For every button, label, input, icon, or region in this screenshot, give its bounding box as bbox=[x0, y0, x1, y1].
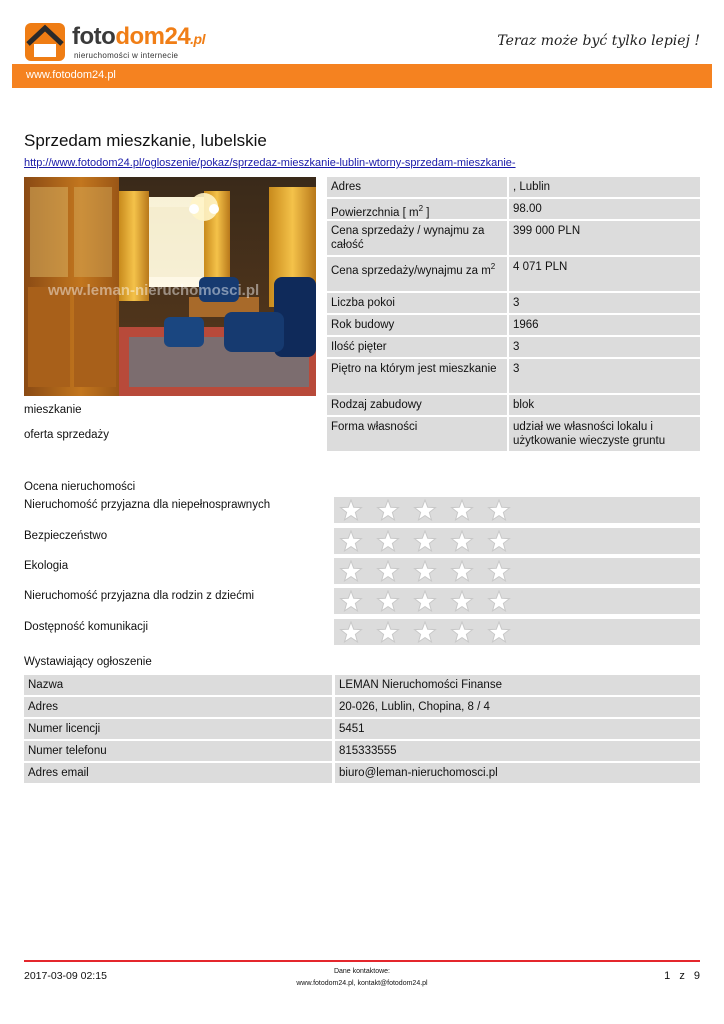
footer-contact-line[interactable]: www.fotodom24.pl, kontakt@fotodom24.pl bbox=[296, 980, 428, 987]
star-empty-icon[interactable] bbox=[375, 499, 401, 521]
star-rating[interactable] bbox=[334, 497, 700, 523]
rating-label: Nieruchomość przyjazna dla rodzin z dziećmi bbox=[24, 590, 255, 602]
details-value: 3 bbox=[509, 293, 700, 313]
agent-row bbox=[24, 697, 700, 717]
star-empty-icon[interactable] bbox=[486, 560, 512, 582]
property-photo bbox=[24, 177, 316, 396]
star-empty-icon[interactable] bbox=[338, 499, 364, 521]
agent-value[interactable]: biuro@leman-nieruchomosci.pl bbox=[335, 763, 700, 783]
star-empty-icon[interactable] bbox=[338, 530, 364, 552]
rating-section-title: Ocena nieruchomości bbox=[24, 481, 136, 493]
star-empty-icon[interactable] bbox=[338, 590, 364, 612]
star-empty-icon[interactable] bbox=[338, 560, 364, 582]
logo-part-dom24: dom24 bbox=[115, 23, 191, 50]
star-empty-icon[interactable] bbox=[412, 499, 438, 521]
listing-url-link[interactable]: http://www.fotodom24.pl/ogloszenie/pokaz/sprzedaz-mieszkanie-lublin-wtorny-sprzedam-mieszkanie- bbox=[24, 157, 516, 169]
star-empty-icon[interactable] bbox=[449, 560, 475, 582]
details-value: 4 071 PLN bbox=[509, 257, 700, 291]
details-row bbox=[327, 315, 700, 335]
star-empty-icon[interactable] bbox=[412, 530, 438, 552]
tagline: Teraz może być tylko lepiej ! bbox=[497, 33, 700, 49]
details-key: Cena sprzedaży/wynajmu za $m^2$ bbox=[327, 257, 507, 291]
logo-subtitle: nieruchomości w internecie bbox=[74, 51, 179, 60]
details-key: Piętro na którym jest mieszkanie bbox=[327, 359, 507, 393]
agent-key: Adres email bbox=[24, 763, 332, 783]
star-empty-icon[interactable] bbox=[486, 530, 512, 552]
page-separator: z bbox=[679, 970, 685, 982]
agent-key: Numer telefonu bbox=[24, 741, 332, 761]
details-key: Powierzchnia [ $m^2$ ] bbox=[327, 199, 507, 219]
footer-divider bbox=[24, 960, 700, 962]
star-rating[interactable] bbox=[334, 528, 700, 554]
logo-wordmark bbox=[72, 24, 205, 52]
details-key: Forma własności bbox=[327, 417, 507, 451]
star-empty-icon[interactable] bbox=[412, 590, 438, 612]
details-value: udział we własności lokalu i użytkowanie wieczyste gruntu bbox=[509, 417, 700, 451]
agent-key: Numer licencji bbox=[24, 719, 332, 739]
agent-key: Adres bbox=[24, 697, 332, 717]
site-url-link[interactable]: www.fotodom24.pl bbox=[26, 69, 116, 81]
star-empty-icon[interactable] bbox=[449, 530, 475, 552]
logo-part-pl: .pl bbox=[190, 31, 206, 47]
details-value: 1966 bbox=[509, 315, 700, 335]
star-empty-icon[interactable] bbox=[486, 590, 512, 612]
offer-type-label: oferta sprzedaży bbox=[24, 429, 110, 441]
star-empty-icon[interactable] bbox=[449, 590, 475, 612]
details-row bbox=[327, 177, 700, 197]
details-table bbox=[327, 177, 700, 453]
fotodom24-logo[interactable] bbox=[22, 20, 212, 64]
details-value: 3 bbox=[509, 359, 700, 393]
details-key: Ilość pięter bbox=[327, 337, 507, 357]
details-row bbox=[327, 359, 700, 393]
rating-label: Nieruchomość przyjazna dla niepełnosprawnych bbox=[24, 499, 271, 511]
star-empty-icon[interactable] bbox=[486, 499, 512, 521]
details-value: blok bbox=[509, 395, 700, 415]
details-row bbox=[327, 221, 700, 255]
details-row bbox=[327, 257, 700, 291]
rating-row-safety bbox=[24, 528, 700, 554]
star-empty-icon[interactable] bbox=[375, 621, 401, 643]
agent-value: 815333555 bbox=[335, 741, 700, 761]
page-header bbox=[0, 0, 724, 64]
agent-row bbox=[24, 719, 700, 739]
star-rating[interactable] bbox=[334, 619, 700, 645]
star-empty-icon[interactable] bbox=[486, 621, 512, 643]
page-total: 9 bbox=[693, 970, 700, 982]
details-value: 399 000 PLN bbox=[509, 221, 700, 255]
orange-site-bar bbox=[12, 64, 712, 88]
rating-row-accessibility bbox=[24, 497, 700, 523]
star-empty-icon[interactable] bbox=[338, 621, 364, 643]
details-row bbox=[327, 199, 700, 219]
details-value: , Lublin bbox=[509, 177, 700, 197]
star-empty-icon[interactable] bbox=[449, 499, 475, 521]
details-key: Liczba pokoi bbox=[327, 293, 507, 313]
house-logo-icon bbox=[22, 20, 68, 62]
details-row bbox=[327, 417, 700, 451]
rating-label: Dostępność komunikacji bbox=[24, 621, 149, 633]
rating-label: Bezpieczeństwo bbox=[24, 530, 108, 542]
details-key: Rok budowy bbox=[327, 315, 507, 335]
details-row bbox=[327, 293, 700, 313]
agent-row bbox=[24, 741, 700, 761]
star-empty-icon[interactable] bbox=[375, 530, 401, 552]
footer-contact bbox=[0, 966, 724, 990]
star-empty-icon[interactable] bbox=[449, 621, 475, 643]
page-indicator bbox=[658, 970, 700, 982]
details-row bbox=[327, 395, 700, 415]
agent-section-title: Wystawiający ogłoszenie bbox=[24, 656, 152, 668]
rating-row-ecology bbox=[24, 558, 700, 584]
details-row bbox=[327, 337, 700, 357]
rating-row-family bbox=[24, 588, 700, 614]
agent-value: 5451 bbox=[335, 719, 700, 739]
star-empty-icon[interactable] bbox=[412, 560, 438, 582]
details-key: Adres bbox=[327, 177, 507, 197]
living-room-photo bbox=[24, 177, 316, 396]
agent-value: LEMAN Nieruchomości Finanse bbox=[335, 675, 700, 695]
star-empty-icon[interactable] bbox=[412, 621, 438, 643]
listing-title: Sprzedam mieszkanie, lubelskie bbox=[24, 131, 267, 150]
footer-contact-title: Dane kontaktowe: bbox=[333, 968, 391, 975]
star-rating[interactable] bbox=[334, 558, 700, 584]
footer-date: 2017-03-09 02:15 bbox=[24, 970, 107, 982]
agent-value: 20-026, Lublin, Chopina, 8 / 4 bbox=[335, 697, 700, 717]
star-empty-icon[interactable] bbox=[375, 560, 401, 582]
details-key: Cena sprzedaży / wynajmu za całość bbox=[327, 221, 507, 255]
details-value: 3 bbox=[509, 337, 700, 357]
agent-table bbox=[24, 675, 700, 785]
rating-row-transport bbox=[24, 619, 700, 645]
star-empty-icon[interactable] bbox=[375, 590, 401, 612]
star-rating[interactable] bbox=[334, 588, 700, 614]
rating-label: Ekologia bbox=[24, 560, 69, 572]
details-key: Rodzaj zabudowy bbox=[327, 395, 507, 415]
logo-part-foto: foto bbox=[72, 23, 116, 50]
details-value: 98.00 bbox=[509, 199, 700, 219]
page-current: 1 bbox=[664, 970, 671, 982]
property-type-label: mieszkanie bbox=[24, 404, 82, 416]
agent-row bbox=[24, 763, 700, 783]
agent-row bbox=[24, 675, 700, 695]
agent-key: Nazwa bbox=[24, 675, 332, 695]
photo-watermark: www.leman-nieruchomosci.pl bbox=[48, 282, 260, 299]
